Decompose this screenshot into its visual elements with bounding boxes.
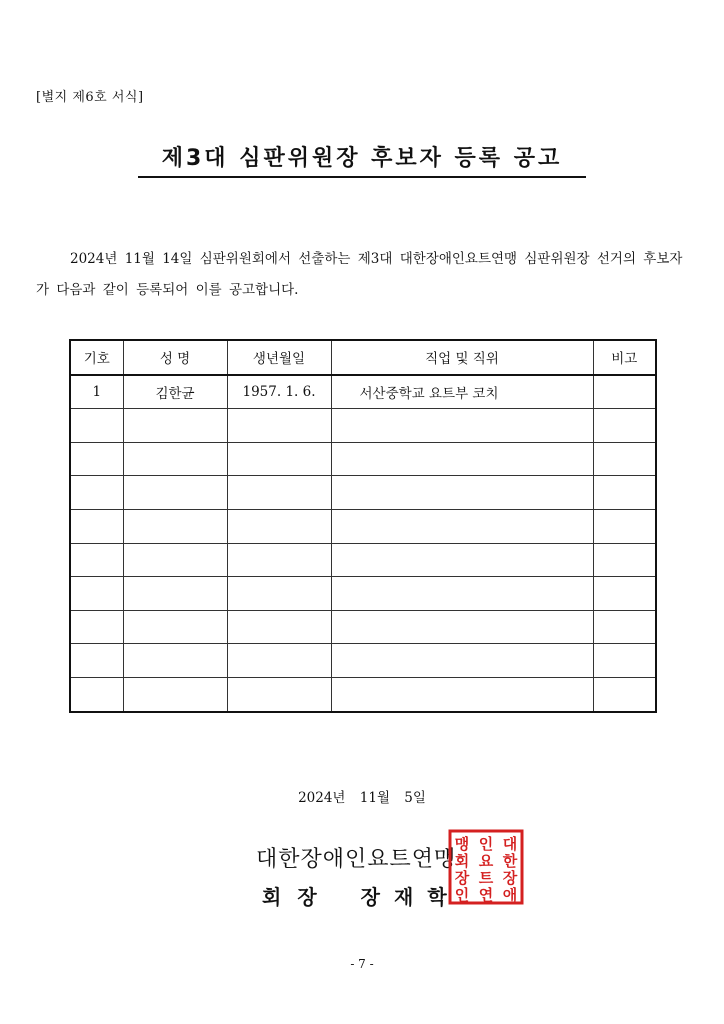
seal-character: 인 [454,886,470,904]
seal-character: 트 [478,869,494,887]
seal-character: 대 [502,835,518,853]
announcement-date: 2024년 11월 5일 [298,790,426,806]
header-cell-name: 성 명 [123,340,227,375]
cell-birthdate [227,509,331,543]
cell-number [70,476,123,510]
cell-occupation [331,442,593,476]
cell-remarks [593,409,656,443]
cell-name: 김한균 [123,375,227,409]
header-cell-occupation: 직업 및 직위 [331,340,593,375]
candidate-table [69,339,657,713]
cell-remarks [593,476,656,510]
cell-birthdate [227,610,331,644]
cell-occupation [331,543,593,577]
cell-name [123,577,227,611]
cell-number [70,409,123,443]
cell-name [123,610,227,644]
seal-character: 맹 [454,835,470,853]
cell-number [70,610,123,644]
cell-occupation [331,610,593,644]
cell-remarks [593,375,656,409]
cell-occupation: 서산중학교 요트부 코치 [331,375,593,409]
cell-name [123,442,227,476]
table-row [70,577,656,611]
cell-occupation [331,476,593,510]
cell-number [70,442,123,476]
header-cell-number: 기호 [70,340,123,375]
header-cell-remarks: 비고 [593,340,656,375]
header-cell-birthdate: 생년월일 [227,340,331,375]
cell-remarks [593,577,656,611]
announcement-paragraph: 2024년 11월 14일 심판위원회에서 선출하는 제3대 대한장애인요트연맹 심판위원장 선거의 후보자가 다음과 같이 등록되어 이를 공고합니다. [36,251,683,298]
cell-number: 1 [70,375,123,409]
cell-occupation [331,409,593,443]
table-row [70,610,656,644]
president-name-char: 재 [393,885,414,909]
cell-number [70,644,123,678]
cell-occupation [331,677,593,711]
cell-name [123,677,227,711]
table-header-row [70,340,656,375]
cell-birthdate: 1957. 1. 6. [227,375,331,409]
cell-name [123,476,227,510]
cell-birthdate [227,409,331,443]
organization-name: 대한장애인요트연맹 [256,847,457,872]
cell-remarks [593,677,656,711]
cell-remarks [593,543,656,577]
seal-character: 한 [502,852,518,870]
title-underline [138,141,586,178]
table-row [70,543,656,577]
table-row [70,476,656,510]
table-row [70,644,656,678]
document-title: 제3대 심판위원장 후보자 등록 공고 [161,146,563,171]
cell-occupation [331,577,593,611]
cell-number [70,509,123,543]
cell-name [123,409,227,443]
cell-name [123,543,227,577]
cell-occupation [331,644,593,678]
cell-number [70,677,123,711]
cell-remarks [593,509,656,543]
table-row [70,509,656,543]
seal-character: 회 [454,852,470,870]
cell-birthdate [227,476,331,510]
seal-character: 연 [478,886,494,904]
cell-birthdate [227,543,331,577]
president-name-char: 장 [360,885,380,909]
page-number: - 7 - [350,957,374,971]
seal-character: 요 [478,852,494,870]
table-row [70,442,656,476]
cell-number [70,543,123,577]
seal-character: 애 [502,886,518,904]
official-seal [448,829,524,905]
form-number: [별지 제6호 서식] [36,90,144,105]
president-name-char: 학 [427,885,447,909]
cell-birthdate [227,442,331,476]
table-row [70,409,656,443]
table-row [70,677,656,711]
seal-character: 인 [478,835,494,853]
cell-remarks [593,442,656,476]
cell-number [70,577,123,611]
cell-remarks [593,610,656,644]
cell-birthdate [227,677,331,711]
cell-name [123,509,227,543]
cell-remarks [593,644,656,678]
cell-name [123,644,227,678]
president-line [262,881,447,910]
cell-birthdate [227,577,331,611]
president-title-char: 회 [262,885,282,909]
seal-character: 장 [454,869,470,887]
table-row [70,375,656,409]
cell-occupation [331,509,593,543]
seal-character: 장 [502,869,518,887]
president-title-char: 장 [297,885,317,909]
cell-birthdate [227,644,331,678]
